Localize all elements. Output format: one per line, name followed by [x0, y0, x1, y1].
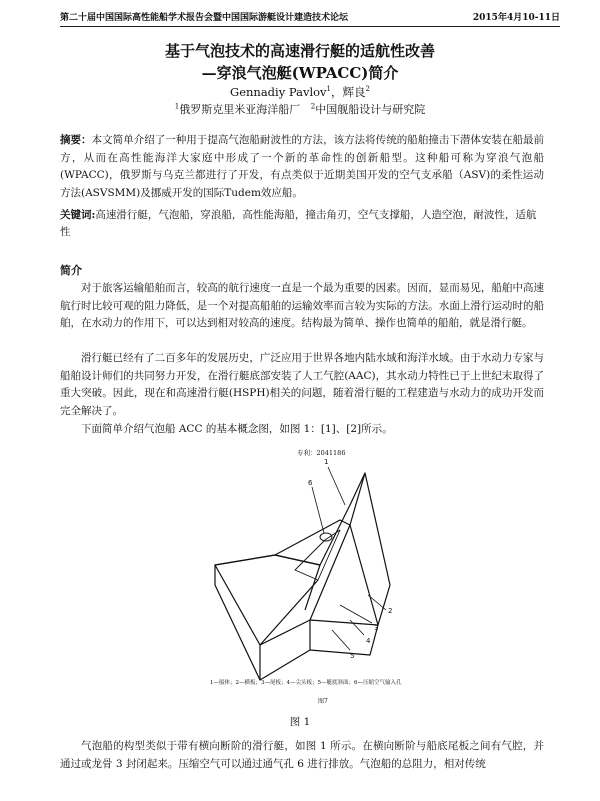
- affiliation-line: [0, 101, 600, 117]
- stern-edge: [365, 473, 393, 625]
- keywords: [60, 207, 544, 241]
- intro-paragraph-3: 下面简单介绍气泡船 ACC 的基本概念图，如图 1：[1]、[2]所示。: [81, 423, 393, 435]
- author-2-sup: 2: [365, 85, 370, 94]
- figure-caption: 图 1: [289, 716, 311, 728]
- hull-deck-edge: [215, 555, 320, 610]
- hull-side: [260, 620, 310, 680]
- callout-6: 6: [308, 479, 313, 487]
- intro-paragraph-2: 滑行艇已经有了二百多年的发展历史，广泛应用于世界各地内陆水域和海洋水域。由于水动力专家与船舶设计师们的共同努力开发，在滑行艇底部安装了人工气腔(AAC)，其水动力特性已于上世纪末取得了重大突破。因此，现在和高速滑行艇(HSPH)相关的问题，随着滑行艇的工程建造与水动力的成功开发而完全解决了。: [60, 352, 544, 417]
- figure-legend: 1—船体；2—横板；3—尾板；4—尖头板；5—艇底斜面；6—压缩空气输入孔: [210, 680, 402, 686]
- keel-line: [260, 580, 318, 645]
- paper-title: 基于气泡技术的高速滑行艇的适航性改善: [164, 42, 435, 60]
- author-1-sup: 1: [326, 85, 332, 94]
- intro-paragraph-1: 对于旅客运输船舶而言，较高的航行速度一直是一个最为重要的因素。因而，显而易见，船舶中高速航行时比较可观的阻力降低，是一个对提高船舶的运输效率而言较为实际的方法。水面上滑行运动时的船舶，在水动力的作用下，可以达到相对较高的速度。结构最为简单、操作也简单的船舶，就是滑行艇。: [60, 282, 544, 329]
- callout-5: 5: [350, 652, 355, 660]
- leader-6: [312, 487, 324, 533]
- affil-2: 中国舰船设计与研究院: [315, 103, 426, 116]
- leader-1: [328, 467, 345, 505]
- callout-3: 3: [374, 624, 379, 632]
- leader-2: [368, 595, 386, 610]
- author-sep: ，: [331, 85, 343, 99]
- author-1: Gennadiy Pavlov: [230, 85, 327, 99]
- author-line: [0, 84, 600, 100]
- bow-top-line: [350, 525, 378, 625]
- affil-1: 俄罗斯克里米亚海洋船厂: [179, 103, 301, 116]
- figure-patent-label: 专利：2041186: [297, 449, 346, 457]
- step-ridge: [275, 520, 350, 555]
- header-date: 2015年4月10-11日: [472, 13, 560, 23]
- hull-bottom: [215, 565, 260, 680]
- leader-3: [340, 605, 372, 623]
- figure-small-label: 图7: [318, 698, 328, 705]
- callout-4: 4: [366, 637, 371, 645]
- boat-schematic-figure: [200, 445, 450, 695]
- leader-5: [332, 630, 350, 650]
- running-header: [60, 10, 560, 27]
- abstract-text: 本文简单介绍了一种用于提高气泡船耐波性的方法，该方法将传统的船舶撞击下潜体安装在船最前方，从而在高性能海洋大家庭中形成了一个新的革命性的创新船型。这种船可称为穿浪气泡船(WPACC)，俄罗斯与乌克兰都进行了开发，有点类似于近期美国开发的空气支承船（ASV)的柔性运动方法(ASVSMM)及挪威开发的国际Tudem效应船。: [60, 134, 545, 199]
- abstract-label: 摘要：: [60, 134, 92, 146]
- header-conference: 第二十届中国国际高性能船学术报告会暨中国国际游艇设计建造技术论坛: [60, 13, 349, 23]
- abstract: [60, 132, 544, 202]
- keywords-label: 关键词:: [60, 209, 96, 221]
- keywords-text: 高速滑行艇，气泡船，穿浪船，高性能海船，撞击角刃，空气支撑船，人造空泡，耐波性，适航性: [60, 209, 537, 238]
- body-paragraph-4: 气泡船的构型类似于带有横向断阶的滑行艇，如图 1 所示。在横向断阶与船底尾板之间有气腔，并通过或龙骨 3 封闭起来。压缩空气可以通过通气孔 6 进行排放。气泡船的总阻力，相对传统: [60, 740, 544, 770]
- section-heading-intro: 简介: [60, 264, 82, 277]
- affil-1-sup: 1: [174, 102, 180, 111]
- callout-1: 1: [324, 458, 329, 466]
- author-2: 辉良: [342, 85, 366, 99]
- affil-2-sup: 2: [310, 102, 316, 111]
- callout-2: 2: [388, 607, 393, 615]
- paper-subtitle: —穿浪气泡艇(WPACC)简介: [201, 64, 399, 82]
- leader-4: [350, 620, 364, 635]
